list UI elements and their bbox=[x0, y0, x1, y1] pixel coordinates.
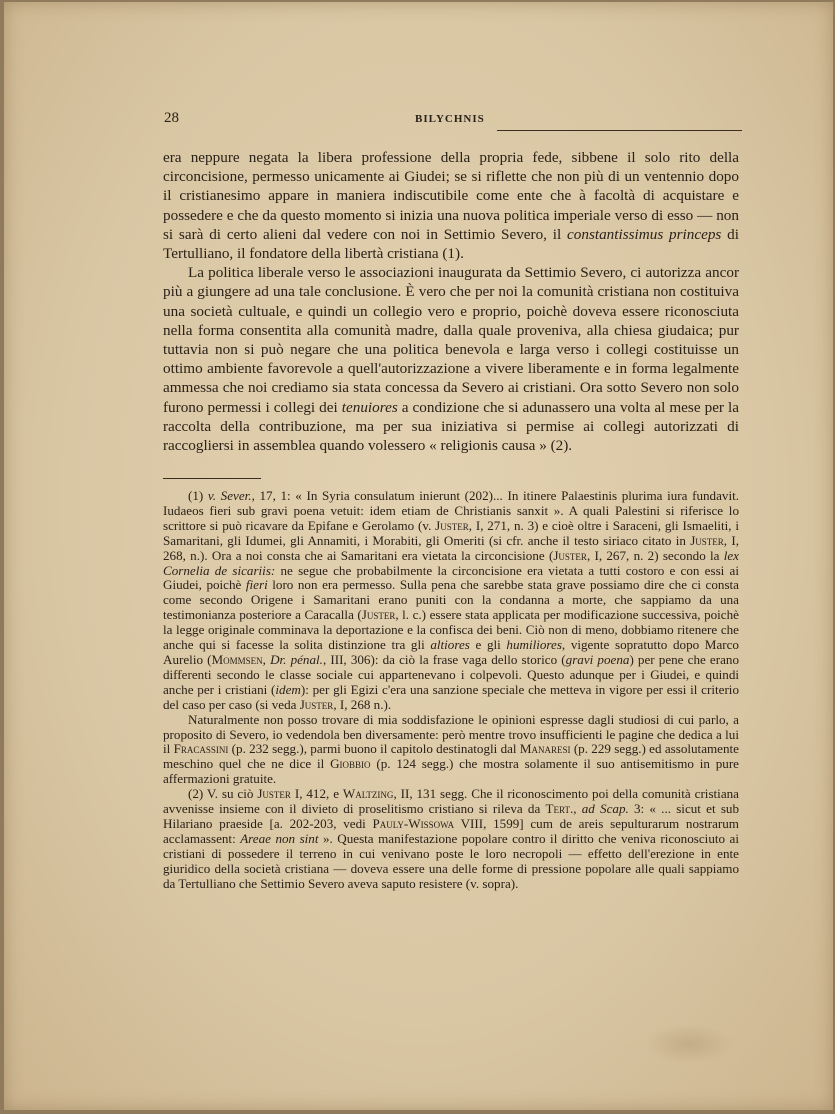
body-paragraph: La politica liberale verso le associazioni inaugurata da Settimio Severo, ci autorizza ancor più a giungere ad una tale conclusione. È vero che per noi la comunità cristiana non costituiva una società cultuale, e quindi un collegio vero e proprio, poichè doveva essere riconosciuta nella forma consentita alla comunità madre, dalla quale proveniva, alla chiesa giudaica; pur tuttavia non si può negare che una politica benevola e larga verso i collegi costituisse un ottimo ambiente favorevole a quell'autorizzazione a vivere liberamente e in forma legalmente ammessa che noi crediamo sia stata concessa da Severo ai cristiani. Ora sotto Severo non solo furono permessi i collegi dei tenuiores a condizione che si adunassero una volta al mese per la raccolta della contribuzione, ma per sua iniziativa si permise ai collegi autorizzati di raccogliersi in assemblea quando volessero « religionis causa » (2). bbox=[163, 264, 739, 455]
footnote-1-continuation: Naturalmente non posso trovare di mia soddisfazione le opinioni espresse dagli studiosi di cui parlo, a proposito di Severo, io vedendola ben diversamente: però mentre trovo insufficienti le pagine che dedica a lui il Fracassini (p. 232 segg.), parmi buono il capitolo destinatogli dal Manaresi (p. 229 segg.) ed assolutamente meschino quel che ne dice il Giobbio (p. 124 segg.) che mostra solamente il suo antisemitismo in pure affermazioni gratuite. bbox=[163, 711, 739, 787]
page-number: 28 bbox=[164, 110, 179, 126]
running-title: BILYCHNIS bbox=[415, 113, 485, 125]
body-text bbox=[163, 148, 739, 455]
footnote-1: (1) v. Sever., 17, 1: « In Syria consulatum inierunt (202)... In itinere Palaestinis plurima iura fundavit. Iudaeos fieri sub gravi poena vetuit: idem etiam de Christianis sanxit ». A quali Palestini si riferisce lo scrittore si può ricavare da Epifane e Gerolamo (v. Juster, I, 271, n. 3) e cioè oltre i Saraceni, gli Ismaeliti, i Samaritani, gli Idumei, gli Annamiti, i Morabiti, gli Omeriti (si cfr. anche il testo siriaco citato in Juster, I, 268, n.). Ora a noi consta che ai Samaritani era vietata la circoncisione (Juster, I, 267, n. 2) secondo la lex Cornelia de sicariis: ne segue che probabilmente la circoncisione era vietata a tutti costoro e con essi ai Giudei, poichè fieri loro non era permesso. Sulla pena che sarebbe stata grave possiamo dire che ci consta come secondo Origene i Samaritani erano puniti con la condanna a morte, che sappiamo da una testimonianza posteriore a Caracalla (Juster, l. c.) essere stata applicata per modificazione successiva, poichè la legge originale comminava la deportazione e la confisca dei beni. Ciò non di meno, dobbiamo ritenere che anche qui si facesse la solita distinzione tra gli altiores e gli humiliores, vigente sopratutto dopo Marco Aurelio (Mommsen, Dr. pénal., III, 306): da ciò la frase vaga dello storico (gravi poena) per pene che erano differenti secondo le classe sociale cui appartenevano i colpevoli. Questo adunque per i Giudei, e quindi anche per i cristiani (idem): per gli Egizi c'era una sanzione speciale che metteva in vigore per essi il criterio del caso per caso (si veda Juster, I, 268 n.). bbox=[163, 488, 740, 712]
scanned-page bbox=[4, 2, 833, 1110]
header-rule bbox=[497, 130, 742, 131]
footnote-separator bbox=[163, 478, 261, 479]
body-paragraph: era neppure negata la libera professione della propria fede, sibbene il solo rito della circoncisione, permesso unicamente ai Giudei; se si riflette che non più di un ventennio dopo il cristianesimo appare in maniera indiscutibile come ente che à facoltà di acquistare e possedere e che da questo momento si inizia una nuova politica imperiale verso di esso — non si sarà di certo alieni dal vedere con noi in Settimio Severo, il constantissimus princeps di Tertulliano, il fondatore della libertà cristiana (1). bbox=[163, 149, 739, 263]
paper-stain bbox=[644, 1024, 734, 1064]
footnotes bbox=[163, 489, 739, 891]
footnote-2: (2) V. su ciò Juster I, 412, e Waltzing, II, 131 segg. Che il riconoscimento poi della comunità cristiana avvenisse insieme con il divieto di proselitismo cristiano si rileva da Tert., ad Scap. 3: « ... sicut et sub Hilariano praeside [a. 202-203, vedi Pauly-Wissowa VIII, 1599] cum de areis sepulturarum nostrarum acclamassent: Areae non sint ». Questa manifestazione popolare contro il diritto che veniva riconosciuto ai cristiani di possedere il terreno in cui venivano poste le loro necropoli — effetto dell'erezione in ente giuridico della società cristiana — doveva essere una delle forme di pressione popolare alle quali sappiamo da Tertulliano che Settimio Severo aveva saputo resistere (v. sopra). bbox=[163, 786, 740, 891]
page-header bbox=[162, 110, 742, 134]
